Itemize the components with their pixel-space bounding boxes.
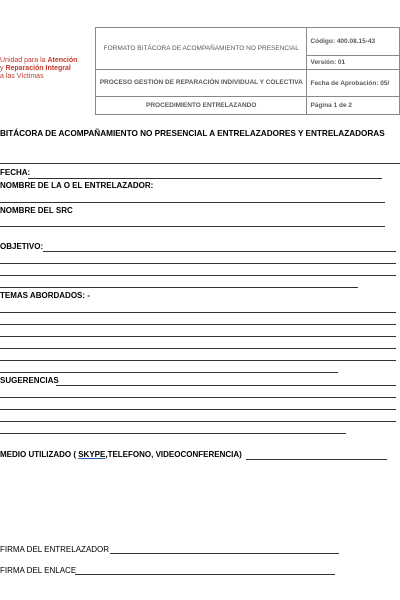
sugerencias-label: SUGERENCIAS [0, 376, 59, 385]
nombre-src-line[interactable] [0, 226, 385, 227]
nombre-entrelazador-label: NOMBRE DE LA O EL ENTRELAZADOR: [0, 181, 154, 190]
temas-line-2[interactable] [0, 324, 396, 325]
logo-text: y [0, 65, 6, 72]
sugerencias-line-4[interactable] [0, 421, 396, 422]
nombre-entrelazador-line[interactable] [0, 202, 385, 203]
logo-text: Unidad para la [0, 57, 48, 64]
process-name: PROCESO GESTIÓN DE REPARACIÓN INDIVIDUAL Y COLECTIVA [96, 70, 307, 97]
separator-line [0, 163, 400, 164]
firma-enlace-line[interactable] [75, 574, 335, 575]
medio-text: MEDIO UTILIZADO ( [0, 450, 79, 459]
logo-text: Atención [47, 57, 78, 64]
medio-utilizado-line[interactable] [246, 459, 387, 460]
document-code: Código: 400.08.15-43 [307, 28, 400, 56]
medio-text: SKYPE [78, 450, 106, 459]
temas-line-5[interactable] [0, 360, 396, 361]
document-version: Versión: 01 [307, 56, 400, 70]
procedure-name: PROCEDIMIENTO ENTRELAZANDO [96, 97, 307, 115]
objetivo-label: OBJETIVO: [0, 242, 44, 251]
fecha-line[interactable] [28, 178, 382, 179]
objetivo-line-2[interactable] [0, 263, 396, 264]
sugerencias-line-5[interactable] [0, 433, 346, 434]
temas-label: TEMAS ABORDADOS: - [0, 291, 90, 300]
firma-enlace-label: FIRMA DEL ENLACE [0, 566, 77, 575]
document-title: BITÁCORA DE ACOMPAÑAMIENTO NO PRESENCIAL A ENTRELAZADORES Y ENTRELAZADORAS [0, 129, 385, 138]
logo [0, 57, 94, 81]
format-title: FORMATO BITÁCORA DE ACOMPAÑAMIENTO NO PRESENCIAL [96, 28, 307, 70]
page-number: Página 1 de 2 [307, 97, 400, 115]
temas-line-6[interactable] [0, 372, 338, 373]
objetivo-line-1[interactable] [43, 251, 396, 252]
medio-text: ,TELEFONO, VIDEOCONFERENCIA) [105, 450, 242, 459]
logo-text: a las Víctimas [0, 73, 44, 80]
objetivo-line-4[interactable] [0, 287, 358, 288]
firma-entrelazador-line[interactable] [110, 553, 339, 554]
objetivo-line-3[interactable] [0, 275, 396, 276]
sugerencias-line-2[interactable] [0, 397, 396, 398]
nombre-src-label: NOMBRE DEL SRC [0, 206, 73, 215]
medio-utilizado-label [0, 450, 242, 459]
temas-line-1[interactable] [0, 312, 396, 313]
firma-entrelazador-label: FIRMA DEL ENTRELAZADOR [0, 545, 110, 554]
header-table [95, 27, 400, 115]
logo-text: Reparación Integral [5, 65, 71, 72]
temas-line-4[interactable] [0, 348, 396, 349]
fecha-label: FECHA: [0, 168, 31, 177]
sugerencias-line-1[interactable] [56, 385, 396, 386]
document-header [0, 27, 400, 109]
temas-line-3[interactable] [0, 336, 396, 337]
approval-date: Fecha de Aprobación: 05/ [307, 70, 400, 97]
sugerencias-line-3[interactable] [0, 409, 396, 410]
